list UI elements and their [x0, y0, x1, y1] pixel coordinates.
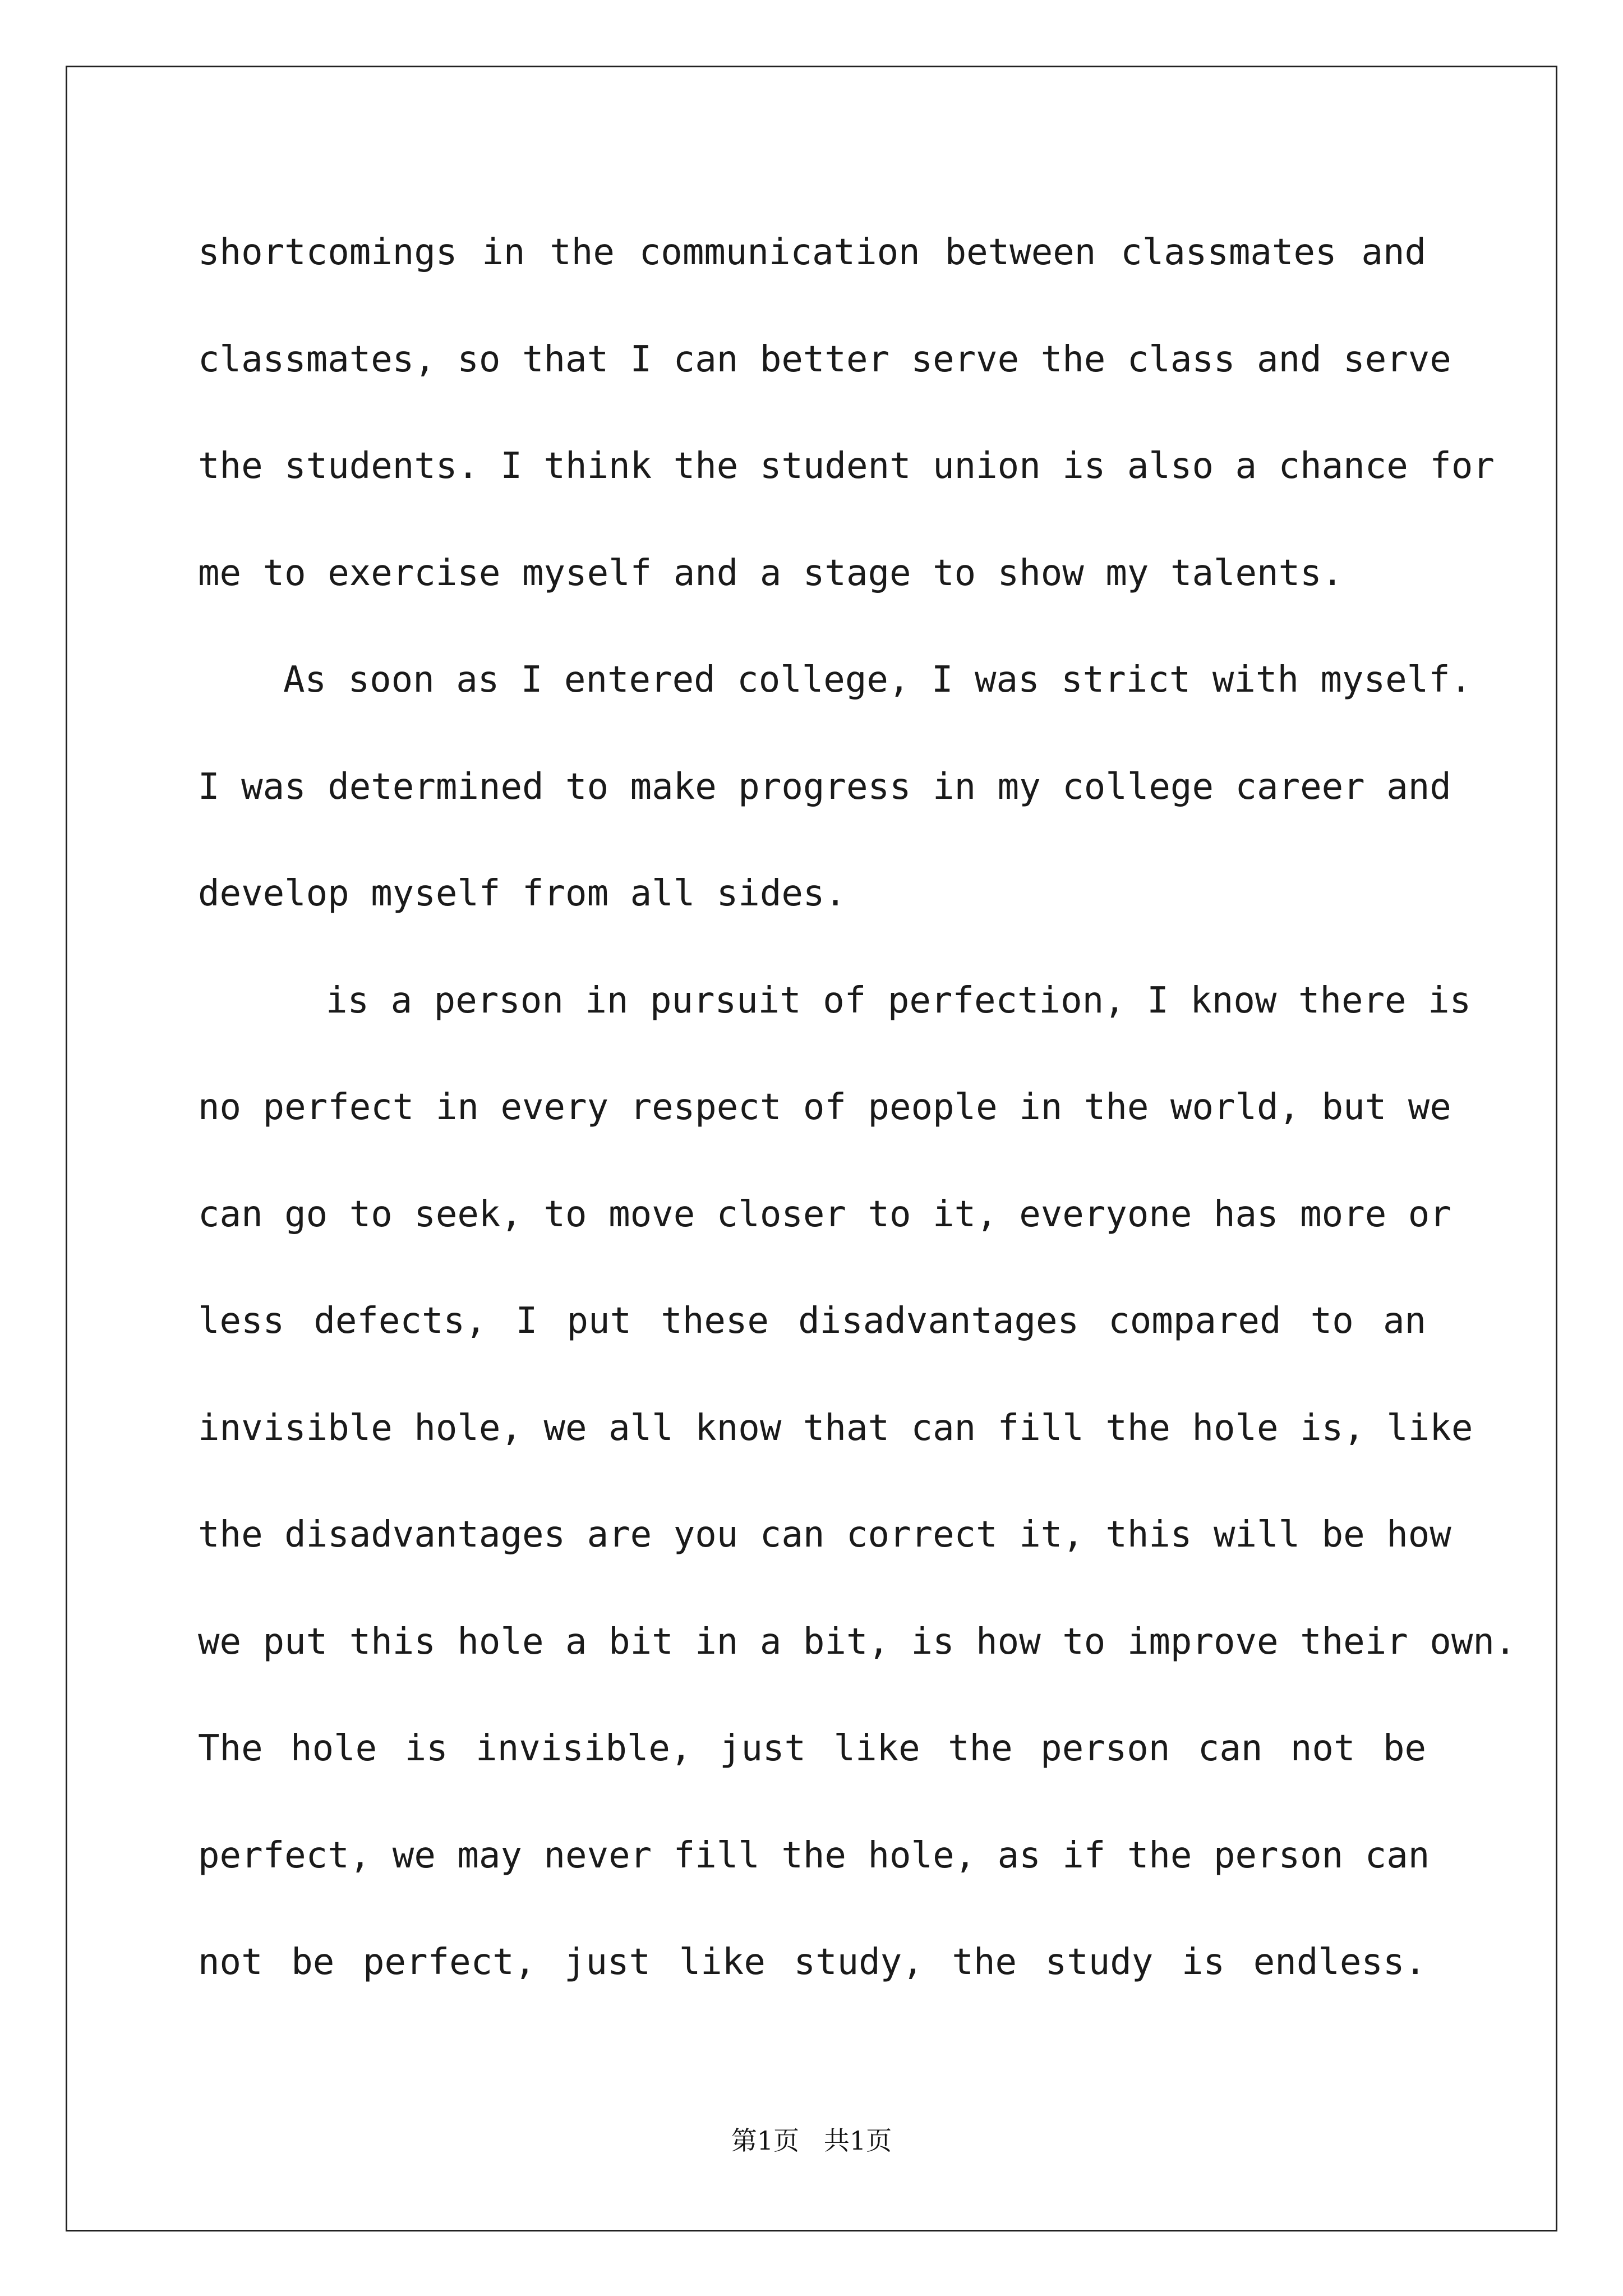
text-line: we put this hole a bit in a bit, is how to improve their own.: [198, 1621, 1516, 1663]
text-line: can go to seek, to move closer to it, everyone has more or: [198, 1193, 1451, 1235]
text-line: not be perfect, just like study, the study is endless.: [198, 1941, 1426, 1983]
page-footer: [0, 2120, 1623, 2157]
text-line: no perfect in every respect of people in the world, but we: [198, 1087, 1451, 1128]
text-line: classmates, so that I can better serve the class and serve: [198, 338, 1451, 380]
text-line: shortcomings in the communication between classmates and: [198, 232, 1426, 273]
document-body: [198, 199, 1516, 2016]
page-number: 第1页 共1页: [731, 2125, 892, 2156]
text-line: less defects, I put these disadvantages compared to an: [198, 1300, 1426, 1342]
text-line: The hole is invisible, just like the person can not be: [198, 1728, 1426, 1769]
text-line: invisible hole, we all know that can fill the hole is, like: [198, 1407, 1473, 1449]
text-line: I was determined to make progress in my college career and: [198, 766, 1451, 808]
text-line: the disadvantages are you can correct it, this will be how: [198, 1514, 1451, 1556]
text-line: is a person in pursuit of perfection, I know there is: [326, 979, 1472, 1022]
text-line: the students. I think the student union is also a chance for: [198, 445, 1495, 487]
text-line: As soon as I entered college, I was strict with myself.: [283, 659, 1472, 701]
text-line: develop myself from all sides.: [198, 873, 846, 914]
text-line: perfect, we may never fill the hole, as if the person can: [198, 1834, 1430, 1876]
text-line: me to exercise myself and a stage to show my talents.: [198, 552, 1344, 594]
